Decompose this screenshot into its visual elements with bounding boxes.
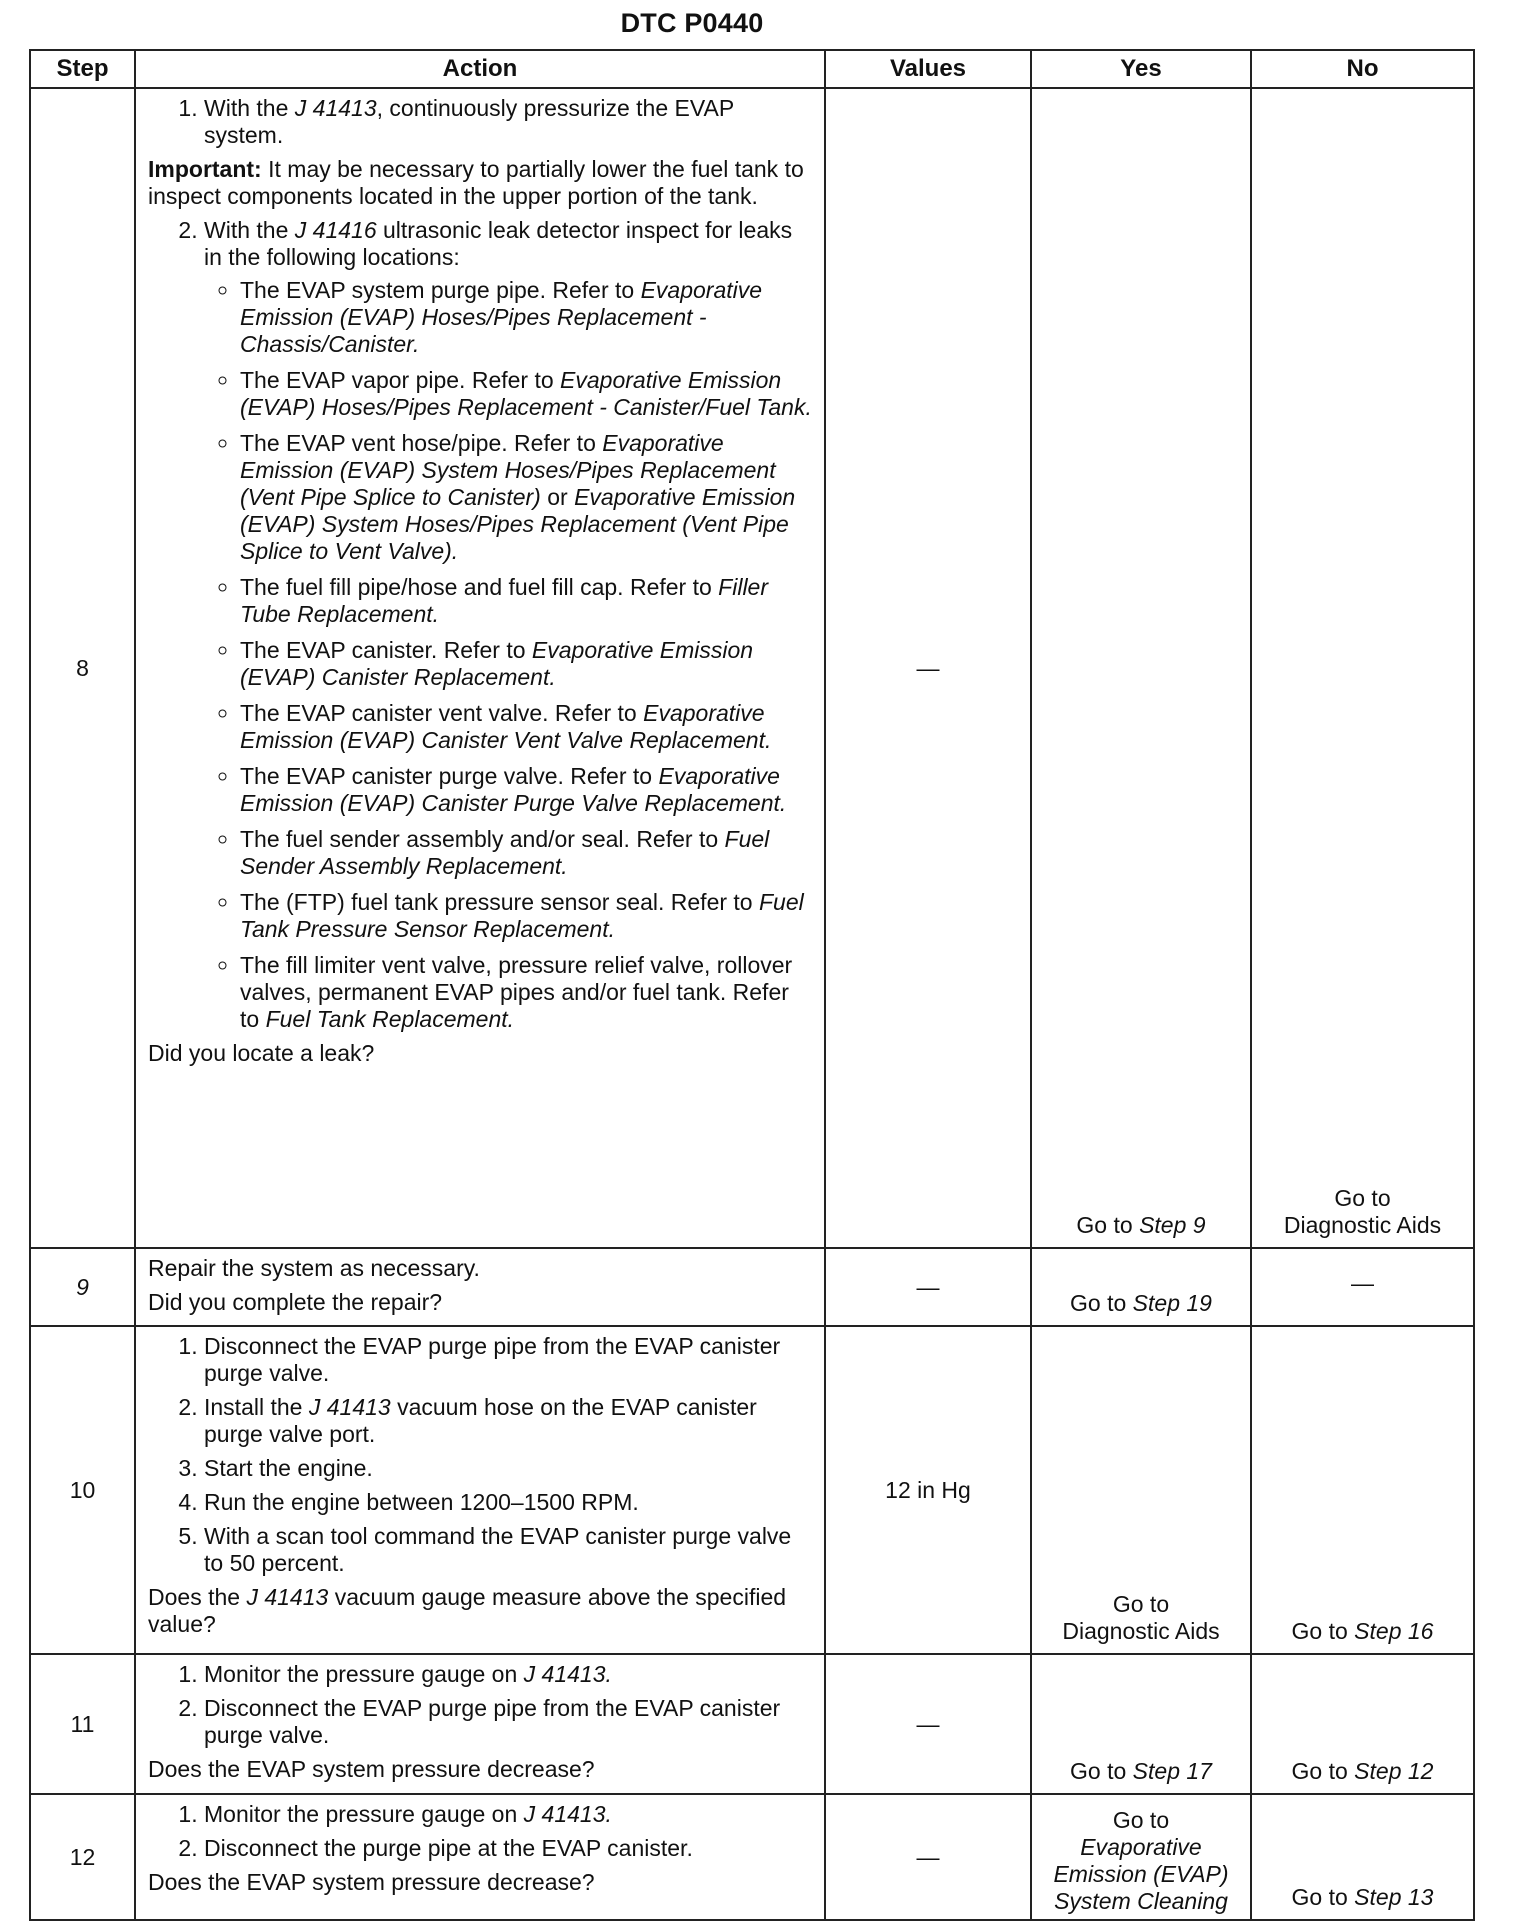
step-number: 8 (30, 88, 135, 1248)
procedure-link[interactable]: Evaporative Emission (EVAP) Canister Vent Valve Replacement. (240, 700, 772, 753)
procedure-link[interactable]: Evaporative Emission (EVAP) Canister Replacement. (240, 637, 754, 690)
value-cell: 12 in Hg (825, 1326, 1031, 1654)
header-values: Values (825, 50, 1031, 88)
procedure-link[interactable]: Fuel Sender Assembly Replacement. (240, 826, 770, 879)
action-step: 1. Monitor the pressure gauge on J 41413. (204, 1661, 814, 1688)
list-item: ◦ The EVAP system purge pipe. Refer to Evaporative Emission (EVAP) Hoses/Pipes Replacement - Chassis/Canister. (240, 277, 814, 358)
table-row-step-11 (30, 1654, 1474, 1794)
yes-cell: Go to Step 9 (1031, 88, 1251, 1248)
header-no: No (1251, 50, 1474, 88)
table-row-step-10 (30, 1326, 1474, 1654)
value-cell (825, 1794, 1031, 1920)
tool-reference: J 41413 (246, 1584, 329, 1610)
table-row-step-9 (30, 1248, 1474, 1326)
step-number: 11 (30, 1654, 135, 1794)
action-cell (135, 1248, 825, 1326)
empty-value-dash: — (1351, 1269, 1374, 1296)
list-item: ◦ The EVAP vapor pipe. Refer to Evaporative Emission (EVAP) Hoses/Pipes Replacement - Canister/Fuel Tank. (240, 367, 814, 421)
action-steps (148, 95, 814, 149)
procedure-link[interactable]: Evaporative Emission (EVAP) Canister Purge Valve Replacement. (240, 763, 787, 816)
no-cell: Go to Step 13 (1251, 1794, 1474, 1920)
header-action: Action (135, 50, 825, 88)
no-step-link[interactable]: Step 12 (1354, 1758, 1434, 1784)
list-item: ◦ The fill limiter vent valve, pressure relief valve, rollover valves, permanent EVAP pipes and/or fuel tank. Refer to Fuel Tank Replacement. (240, 952, 814, 1033)
list-item: ◦ The fuel sender assembly and/or seal. Refer to Fuel Sender Assembly Replacement. (240, 826, 814, 880)
procedure-link[interactable]: Filler Tube Replacement. (240, 574, 769, 627)
action-step: 2. Install the J 41413 vacuum hose on the EVAP canister purge valve port. (204, 1394, 814, 1448)
procedure-link[interactable]: Evaporative Emission (EVAP) System Hoses/Pipes Replacement (Vent Pipe Splice to Vent Valve). (240, 484, 796, 564)
action-step: 2. Disconnect the purge pipe at the EVAP canister. (204, 1835, 814, 1862)
action-steps (148, 1801, 814, 1862)
action-question: Did you complete the repair? (148, 1289, 443, 1315)
tool-reference: J 41413 (308, 1394, 391, 1420)
action-text: Repair the system as necessary. (148, 1255, 480, 1281)
procedure-link[interactable]: Evaporative Emission (EVAP) System Hoses/Pipes Replacement (Vent Pipe Splice to Canister) (240, 430, 776, 510)
step-number: 9 (30, 1248, 135, 1326)
empty-value-dash: — (916, 654, 940, 681)
list-item: ◦ The fuel fill pipe/hose and fuel fill cap. Refer to Filler Tube Replacement. (240, 574, 814, 628)
yes-cell: Go to Step 17 (1031, 1654, 1251, 1794)
no-step-link[interactable]: Step 16 (1354, 1618, 1434, 1644)
procedure-link[interactable]: Fuel Tank Replacement. (265, 1006, 515, 1032)
action-step: 1. Disconnect the EVAP purge pipe from the EVAP canister purge valve. (204, 1333, 814, 1387)
procedure-link[interactable]: Evaporative Emission (EVAP) Hoses/Pipes Replacement - Canister/Fuel Tank. (240, 367, 812, 420)
header-step: Step (30, 50, 135, 88)
action-steps (148, 1333, 814, 1577)
action-step: 2. With the J 41416 ultrasonic leak detector inspect for leaks in the following locations: ◦ The EVAP system purge pipe. Refer to Evaporative Emission (EVAP) Hoses/Pipes Replacement - Chassis/Canister. ◦ The EVAP vapor pipe. Refer to Evaporative Emission (EVAP) Hoses/Pipes Replacement - Canister/Fuel Tank. ◦ The EVAP vent hose/pipe. Refer to Evaporative Emission (EVAP) System Hoses/Pipes Replacement (Vent Pipe Splice to Canister) or Evaporative Emission (EVAP) System Hoses/Pipes Replacement (Vent Pipe Splice to Vent Valve). ◦ The fuel fill pipe/hose and fuel fill cap. Refer to Filler Tube Replacement. ◦ The EVAP canister. Refer to Evaporative Emission (EVAP) Canister Replacement. ◦ The EVAP canister vent valve. Refer to Evaporative Emission (EVAP) Canister Vent Valve Replacement. ◦ The EVAP canister purge valve. Refer to Evaporative Emission (EVAP) Canister Purge Valve Replacement. ◦ The fuel sender assembly and/or seal. Refer to Fuel Sender Assembly Replacement. ◦ The (FTP) fuel tank pressure sensor seal. Refer to Fuel Tank Pressure Sensor Replacement. ◦ The fill limiter vent valve, pressure relief valve, rollover valves, permanent EVAP pipes and/or fuel tank. Refer to Fuel Tank Replacement. (204, 217, 814, 1033)
important-note: Important: It may be necessary to partially lower the fuel tank to inspect components located in the upper portion of the tank. (148, 156, 804, 209)
value-cell (825, 1654, 1031, 1794)
list-item: ◦ The EVAP vent hose/pipe. Refer to Evaporative Emission (EVAP) System Hoses/Pipes Replacement (Vent Pipe Splice to Canister) or Evaporative Emission (EVAP) System Hoses/Pipes Replacement (Vent Pipe Splice to Vent Valve). (240, 430, 814, 565)
tool-reference: J 41413 (294, 95, 377, 121)
list-item: ◦ The EVAP canister purge valve. Refer to Evaporative Emission (EVAP) Canister Purge Valve Replacement. (240, 763, 814, 817)
action-step: 1. With the J 41413, continuously pressurize the EVAP system. (204, 95, 814, 149)
table-header-row (30, 50, 1474, 88)
no-step-link[interactable]: Step 13 (1354, 1884, 1434, 1910)
yes-diagnostic-aids-link[interactable]: Diagnostic Aids (1062, 1618, 1220, 1644)
action-steps (148, 217, 814, 1033)
action-step: 4. Run the engine between 1200–1500 RPM. (204, 1489, 814, 1516)
action-step: 2. Disconnect the EVAP purge pipe from the EVAP canister purge valve. (204, 1695, 814, 1749)
value-cell (825, 88, 1031, 1248)
step-number: 10 (30, 1326, 135, 1654)
procedure-link[interactable]: Fuel Tank Pressure Sensor Replacement. (240, 889, 804, 942)
yes-step-link[interactable]: Step 19 (1132, 1290, 1212, 1316)
page-title: DTC P0440 (620, 8, 764, 38)
action-cell (135, 1654, 825, 1794)
step-number: 12 (30, 1794, 135, 1920)
action-question: Does the EVAP system pressure decrease? (148, 1869, 595, 1895)
tool-reference: J 41413. (523, 1661, 612, 1687)
diagnostic-table (29, 49, 1475, 1921)
empty-value-dash: — (916, 1273, 940, 1300)
yes-procedure-link[interactable]: Evaporative Emission (EVAP) System Cleaning (1053, 1834, 1229, 1914)
list-item: ◦ The (FTP) fuel tank pressure sensor seal. Refer to Fuel Tank Pressure Sensor Replacement. (240, 889, 814, 943)
list-item: ◦ The EVAP canister. Refer to Evaporative Emission (EVAP) Canister Replacement. (240, 637, 814, 691)
yes-step-link[interactable]: Step 9 (1139, 1212, 1206, 1238)
yes-cell: Go to Step 19 (1031, 1248, 1251, 1326)
table-row-step-12 (30, 1794, 1474, 1920)
yes-step-link[interactable]: Step 17 (1132, 1758, 1212, 1784)
no-cell: Go to Step 12 (1251, 1654, 1474, 1794)
empty-value-dash: — (916, 1710, 940, 1737)
table-row-step-8 (30, 88, 1474, 1248)
list-item: ◦ The EVAP canister vent valve. Refer to Evaporative Emission (EVAP) Canister Vent Valve Replacement. (240, 700, 814, 754)
action-steps (148, 1661, 814, 1749)
value-cell (825, 1248, 1031, 1326)
empty-value-dash: — (916, 1843, 940, 1870)
tool-reference: J 41413. (523, 1801, 612, 1827)
action-cell (135, 1794, 825, 1920)
action-question: Does the J 41413 vacuum gauge measure above the specified value? (148, 1584, 787, 1637)
procedure-link[interactable]: Evaporative Emission (EVAP) Hoses/Pipes Replacement - Chassis/Canister. (240, 277, 763, 357)
action-cell (135, 88, 825, 1248)
action-step: 5. With a scan tool command the EVAP canister purge valve to 50 percent. (204, 1523, 814, 1577)
action-step: 3. Start the engine. (204, 1455, 814, 1482)
action-question: Does the EVAP system pressure decrease? (148, 1756, 595, 1782)
header-yes: Yes (1031, 50, 1251, 88)
action-step: 1. Monitor the pressure gauge on J 41413. (204, 1801, 814, 1828)
action-question: Did you locate a leak? (148, 1040, 375, 1066)
tool-reference: J 41416 (294, 217, 377, 243)
action-cell (135, 1326, 825, 1654)
no-diagnostic-aids-link[interactable]: Diagnostic Aids (1283, 1212, 1442, 1238)
yes-cell: Go to Evaporative Emission (EVAP) System Cleaning (1031, 1794, 1251, 1920)
inspection-locations (204, 277, 814, 1033)
no-cell: Go to Step 16 (1251, 1326, 1474, 1654)
no-cell: Go to Diagnostic Aids (1251, 88, 1474, 1248)
no-cell (1251, 1248, 1474, 1326)
yes-cell: Go to Diagnostic Aids (1031, 1326, 1251, 1654)
